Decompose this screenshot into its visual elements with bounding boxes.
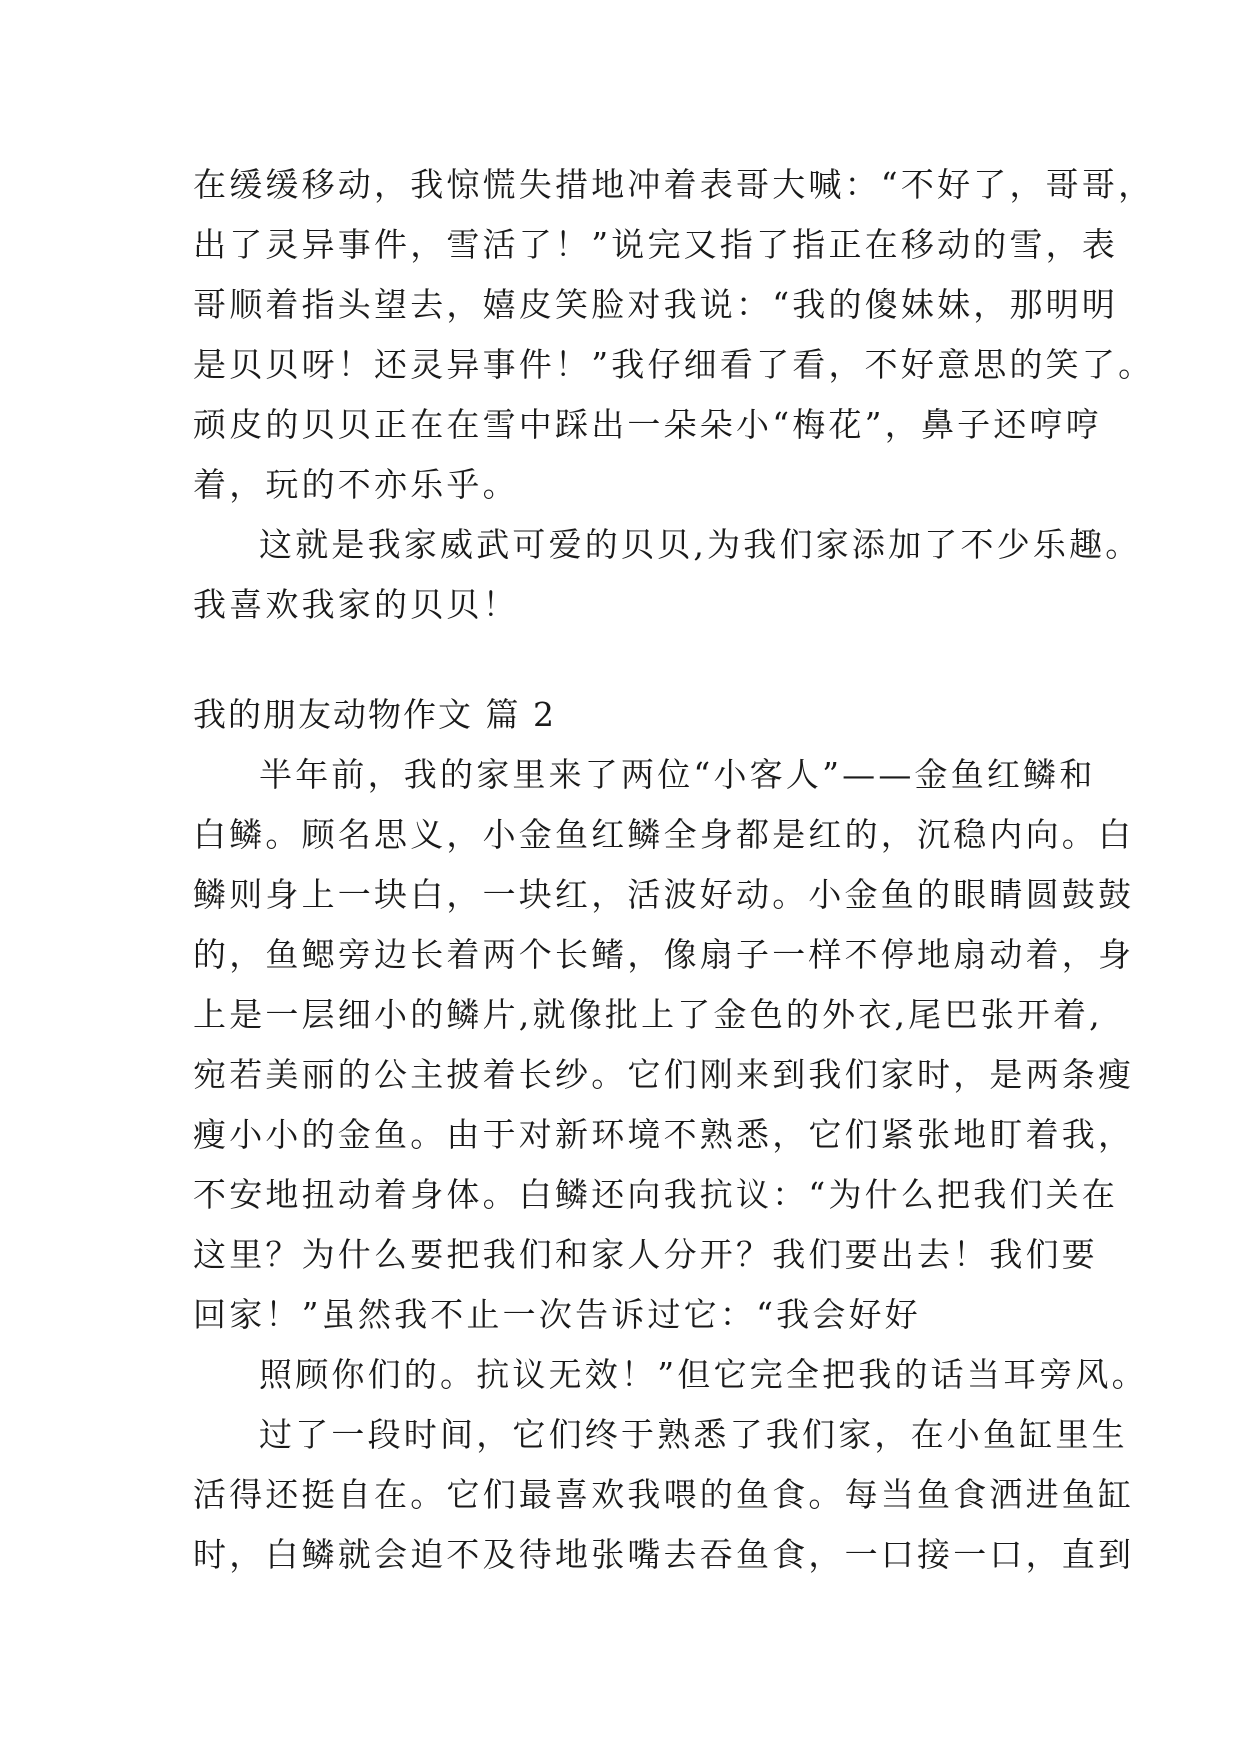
text-line: 我喜欢我家的贝贝！ <box>193 585 519 624</box>
paragraph-first-line: 这就是我家威武可爱的贝贝,为我们家添加了不少乐趣。 <box>259 525 1142 564</box>
text-line: 这里？为什么要把我们和家人分开？我们要出去！我们要 <box>193 1235 1098 1274</box>
text-line: 的，鱼鳃旁边长着两个长鳍，像扇子一样不停地扇动着，身 <box>193 935 1135 974</box>
text-line: 时，白鳞就会迫不及待地张嘴去吞鱼食，一口接一口，直到 <box>193 1535 1135 1574</box>
text-line: 瘦小小的金鱼。由于对新环境不熟悉，它们紧张地盯着我， <box>193 1115 1135 1154</box>
section-heading: 我的朋友动物作文 篇 2 <box>193 695 556 734</box>
text-line: 哥顺着指头望去，嬉皮笑脸对我说：“我的傻妹妹，那明明 <box>193 285 1119 324</box>
text-line: 白鳞。顾名思义，小金鱼红鳞全身都是红的，沉稳内向。白 <box>193 815 1135 854</box>
text-line: 上是一层细小的鳞片,就像批上了金色的外衣,尾巴张开着, <box>193 995 1103 1034</box>
text-line: 着，玩的不亦乐乎。 <box>193 465 519 504</box>
text-line: 回家！”虽然我不止一次告诉过它：“我会好好 <box>193 1295 921 1334</box>
text-line: 顽皮的贝贝正在在雪中踩出一朵朵小“梅花”，鼻子还哼哼 <box>193 405 1102 444</box>
text-line: 活得还挺自在。它们最喜欢我喂的鱼食。每当鱼食洒进鱼缸 <box>193 1475 1135 1514</box>
text-line: 宛若美丽的公主披着长纱。它们刚来到我们家时，是两条瘦 <box>193 1055 1135 1094</box>
text-line: 鳞则身上一块白，一块红，活波好动。小金鱼的眼睛圆鼓鼓 <box>193 875 1135 914</box>
paragraph-first-line: 过了一段时间，它们终于熟悉了我们家，在小鱼缸里生 <box>259 1415 1128 1454</box>
text-line: 出了灵异事件，雪活了！”说完又指了指正在移动的雪，表 <box>193 225 1119 264</box>
paragraph-first-line: 照顾你们的。抗议无效！”但它完全把我的话当耳旁风。 <box>259 1355 1148 1394</box>
text-line: 是贝贝呀！还灵异事件！”我仔细看了看，不好意思的笑了。 <box>193 345 1155 384</box>
text-line: 在缓缓移动，我惊慌失措地冲着表哥大喊：“不好了，哥哥， <box>193 165 1155 204</box>
text-line: 不安地扭动着身体。白鳞还向我抗议：“为什么把我们关在 <box>193 1175 1119 1214</box>
paragraph-first-line: 半年前，我的家里来了两位“小客人”——金鱼红鳞和 <box>259 755 1096 794</box>
